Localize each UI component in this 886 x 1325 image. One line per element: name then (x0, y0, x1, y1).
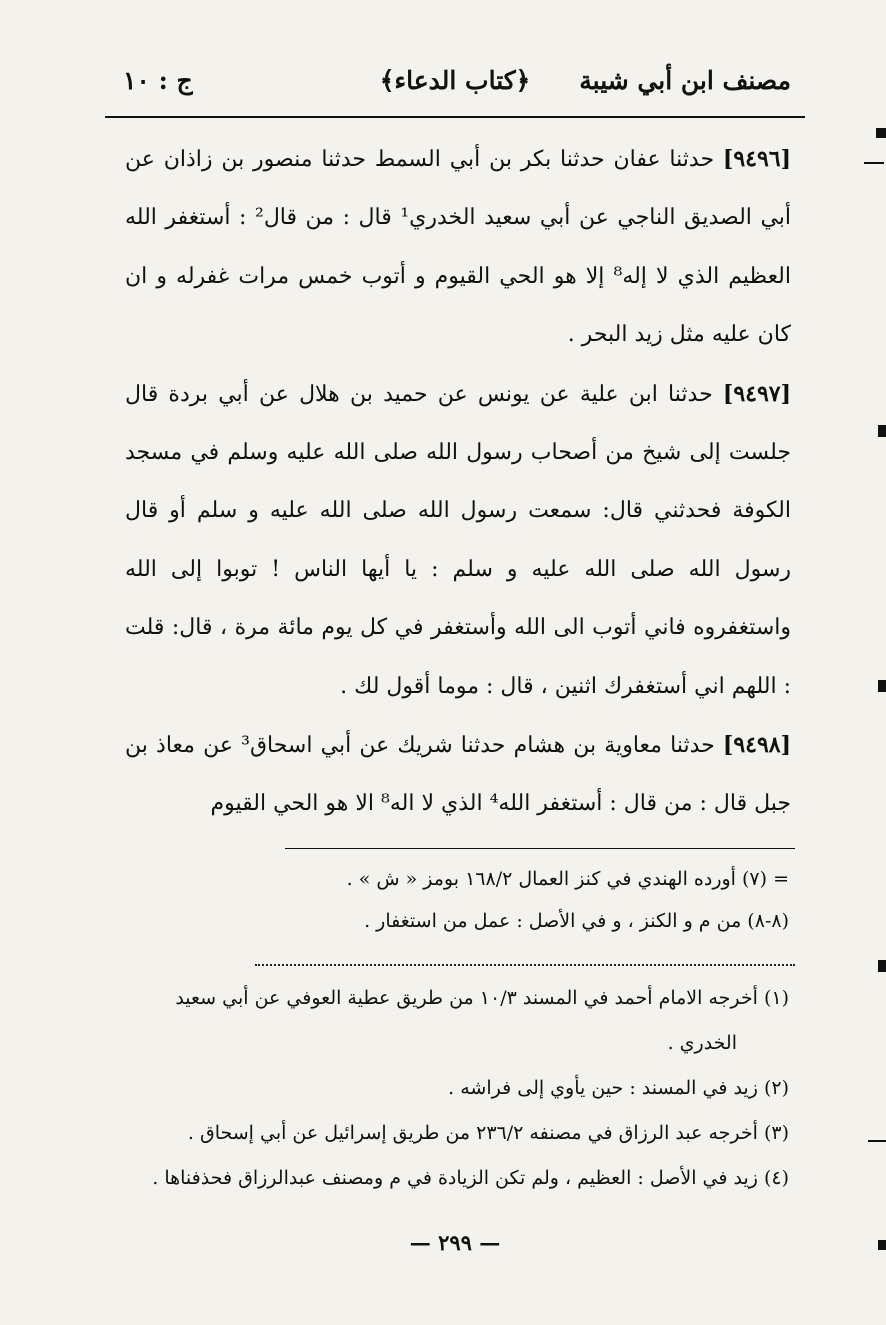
page-number: — ٢٩٩ — (409, 1230, 501, 1255)
footnote: = (٧) أورده الهندي في كنز العمال ١٦٨/٢ بومز « ش » . (346, 868, 789, 890)
hadith-text: حدثنا ابن علية عن يونس عن حميد بن هلال عن أبي بردة قال جلست إلى شيخ من أصحاب رسول الله صلى الله عليه وسلم في مسجد الكوفة فحدثني قال: سمعت رسول الله صلى الله عليه و سلم أو قال رسول الله صلى الله عليه و سلم : يا أيها الناس ! توبوا إلى الله واستغفروه فاني أتوب الى الله وأستغفر في كل يوم مائة مرة ، قال: قلت : اللهم اني أستغفرك اثنين ، قال : موما أقول لك . (125, 381, 791, 699)
margin-mark (878, 960, 886, 972)
chapter-title: ﴿كتاب الدعاء﴾ (379, 66, 531, 95)
continued-footnotes (255, 858, 789, 942)
footnote-continuation: الخدري . (667, 1032, 737, 1054)
hadith-paragraph (125, 716, 791, 834)
hadith-text: حدثنا معاوية بن هشام حدثنا شريك عن أبي اسحاق³ عن معاذ بن جبل قال : من قال : أستغفر الله⁴ الذي لا اله⁸ الا هو الحي القيوم (125, 733, 791, 817)
footnote: (٨-٨) من م و الكنز ، و في الأصل : عمل من استغفار . (364, 910, 789, 932)
volume-number: ج : ١٠ (123, 66, 193, 95)
footnote: (١) أخرجه الامام أحمد في المسند ١٠/٣ من طريق عطية العوفي عن أبي سعيد (175, 987, 789, 1009)
footnote-divider (255, 964, 795, 966)
hadith-paragraph (125, 365, 791, 716)
book-title: مصنف ابن أبي شيبة (579, 66, 791, 95)
margin-mark (878, 680, 886, 692)
margin-mark (864, 162, 884, 164)
book-page (105, 58, 805, 1298)
footnotes (123, 976, 789, 1201)
hadith-text: حدثنا عفان حدثنا بكر بن أبي السمط حدثنا منصور بن زاذان عن أبي الصديق الناجي عن أبي سعيد الخدري¹ قال : من قال² : أستغفر الله العظيم الذي لا إله⁸ إلا هو الحي القيوم و أتوب خمس مرات غفرله و ان كان عليه مثل زيد البحر . (125, 147, 792, 348)
running-header (105, 58, 805, 118)
hadith-number: [٩٤٩٨] (722, 732, 791, 759)
margin-mark (876, 128, 886, 138)
hadith-number: [٩٤٩٧] (722, 380, 791, 407)
hadith-paragraph (125, 130, 791, 365)
hadith-number: [٩٤٩٦] (722, 146, 791, 172)
footnote: (٢) زيد في المسند : حين يأوي إلى فراشه . (448, 1077, 789, 1099)
main-text (125, 130, 791, 834)
margin-mark (878, 425, 886, 437)
footnote-separator (285, 848, 795, 849)
margin-mark (868, 1140, 886, 1142)
footnote: (٤) زيد في الأصل : العظيم ، ولم تكن الزيادة في م ومصنف عبدالرزاق فحذفناها . (152, 1167, 789, 1189)
footnote: (٣) أخرجه عبد الرزاق في مصنفه ٢٣٦/٢ من طريق إسرائيل عن أبي إسحاق . (187, 1122, 789, 1144)
margin-mark (878, 1240, 886, 1250)
